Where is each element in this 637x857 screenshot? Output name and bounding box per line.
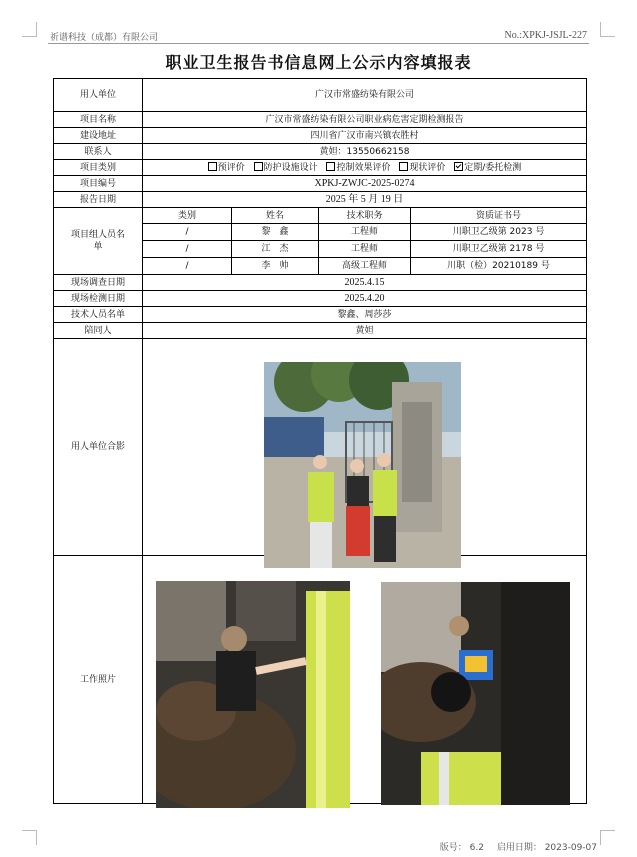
- survey-date-value: 2025.4.15: [143, 275, 587, 291]
- row-tech-staff: [54, 307, 587, 323]
- option-protection-design[interactable]: 防护设施设计: [254, 163, 318, 173]
- team-cell-name: 江 杰: [232, 241, 319, 258]
- team-cell-title: 高级工程师: [319, 258, 411, 275]
- checkbox-icon: [399, 162, 408, 171]
- category-label: 项目类别: [54, 160, 143, 176]
- contact-value: 黄妲：13550662158: [143, 144, 587, 160]
- option-status-evaluation[interactable]: 现状评价: [399, 163, 445, 173]
- tech-staff-value: 黎鑫、周莎莎: [143, 307, 587, 323]
- team-cell-category: /: [143, 241, 232, 258]
- date-value: 2025 年 5 月 19 日: [143, 192, 587, 208]
- header-divider: [48, 43, 589, 44]
- test-date-value: 2025.4.20: [143, 291, 587, 307]
- checkbox-icon: [208, 162, 217, 171]
- tech-staff-label: 技术人员名单: [54, 307, 143, 323]
- team-cell-title: 工程师: [319, 241, 411, 258]
- crop-mark-bottom-right: [600, 830, 615, 845]
- footer-issue-date: 启用日期： 2023-09-07: [496, 843, 597, 853]
- checkbox-icon: [254, 162, 263, 171]
- team-cell-cert: 川职卫乙级第 2023 号: [411, 224, 587, 241]
- group-photo-label: 用人单位合影: [54, 339, 143, 556]
- contact-label: 联系人: [54, 144, 143, 160]
- team-header-cert: 资质证书号: [411, 208, 587, 224]
- header-company: 祈谱科技（成都）有限公司: [50, 33, 159, 43]
- team-label: 项目组人员名单: [54, 208, 143, 275]
- group-photo: [264, 362, 461, 568]
- footer-version: 版号： 6.2: [439, 843, 484, 853]
- checked-checkbox-icon: [454, 162, 463, 171]
- work-photo-left: [156, 581, 350, 808]
- employer-value: 广汉市常盛纺染有限公司: [143, 79, 587, 112]
- team-cell-title: 工程师: [319, 224, 411, 241]
- team-cell-name: 黎 鑫: [232, 224, 319, 241]
- survey-date-label: 现场调查日期: [54, 275, 143, 291]
- option-periodic-testing[interactable]: 定期/委托检测: [454, 163, 521, 173]
- escort-value: 黄妲: [143, 323, 587, 339]
- crop-mark-bottom-left: [22, 830, 37, 845]
- work-photo-label: 工作照片: [54, 556, 143, 804]
- project-value: 广汉市常盛纺染有限公司职业病危害定期检测报告: [143, 112, 587, 128]
- option-pre-evaluation[interactable]: 预评价: [208, 163, 245, 173]
- test-date-label: 现场检测日期: [54, 291, 143, 307]
- escort-label: 陪同人: [54, 323, 143, 339]
- crop-mark-top-left: [22, 22, 37, 37]
- category-options: [143, 160, 587, 176]
- address-value: 四川省广汉市南兴镇农胜村: [143, 128, 587, 144]
- team-cell-cert: 川职（检）20210189 号: [411, 258, 587, 275]
- employer-label: 用人单位: [54, 79, 143, 112]
- team-header-title: 技术职务: [319, 208, 411, 224]
- row-test-date: [54, 291, 587, 307]
- team-cell-category: /: [143, 258, 232, 275]
- team-header-category: 类别: [143, 208, 232, 224]
- checkbox-icon: [326, 162, 335, 171]
- crop-mark-top-right: [600, 22, 615, 37]
- page-title: 职业卫生报告书信息网上公示内容填报表: [165, 53, 472, 72]
- work-photo-right: [381, 582, 570, 805]
- team-header-name: 姓名: [232, 208, 319, 224]
- team-header-row: [54, 208, 587, 224]
- row-date: [54, 192, 587, 208]
- header-doc-number: No.:XPKJ-JSJL-227: [504, 30, 587, 41]
- option-control-effect[interactable]: 控制效果评价: [326, 163, 390, 173]
- row-employer: [54, 79, 587, 112]
- date-label: 报告日期: [54, 192, 143, 208]
- code-value: XPKJ-ZWJC-2025-0274: [143, 176, 587, 192]
- team-cell-cert: 川职卫乙级第 2178 号: [411, 241, 587, 258]
- team-cell-name: 李 帅: [232, 258, 319, 275]
- team-cell-category: /: [143, 224, 232, 241]
- row-survey-date: [54, 275, 587, 291]
- row-code: [54, 176, 587, 192]
- project-label: 项目名称: [54, 112, 143, 128]
- code-label: 项目编号: [54, 176, 143, 192]
- row-contact: [54, 144, 587, 160]
- row-category: [54, 160, 587, 176]
- row-address: [54, 128, 587, 144]
- address-label: 建设地址: [54, 128, 143, 144]
- page-footer: [430, 840, 597, 853]
- row-escort: [54, 323, 587, 339]
- row-project: [54, 112, 587, 128]
